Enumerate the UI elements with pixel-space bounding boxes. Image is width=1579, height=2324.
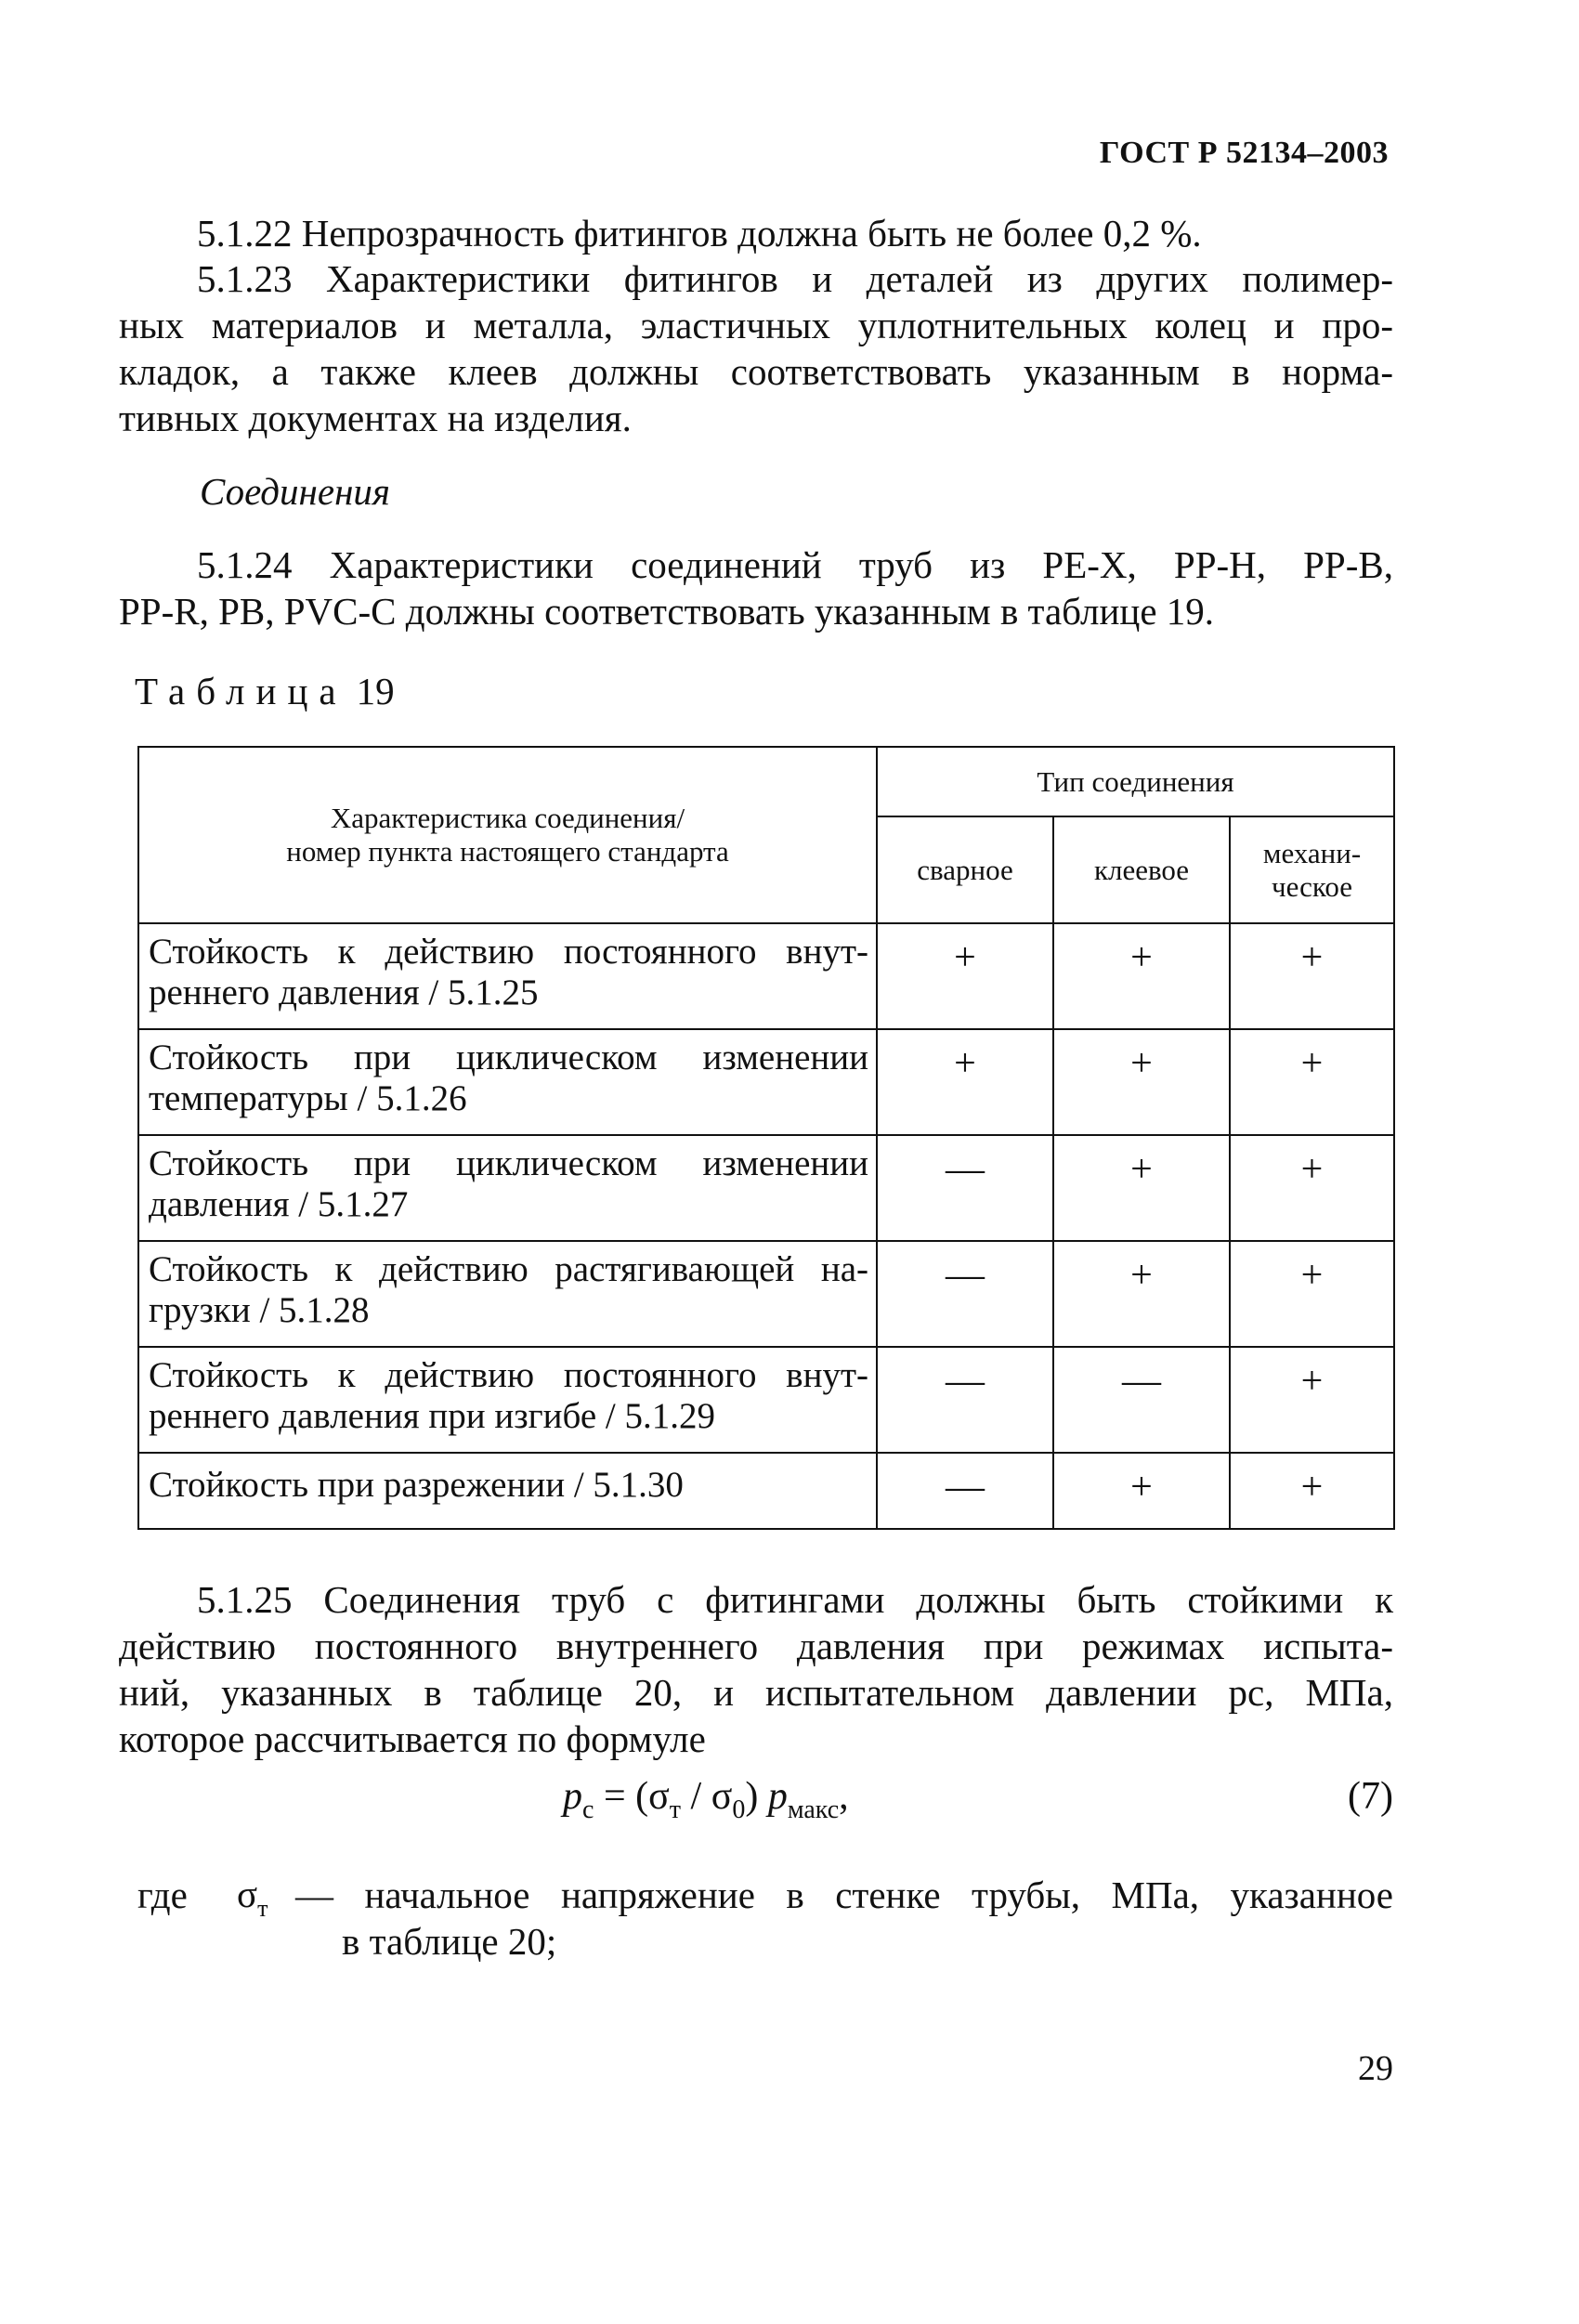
mark-cell: + xyxy=(1053,1029,1230,1135)
mark-cell: + xyxy=(1230,1135,1394,1241)
mark-cell: + xyxy=(1053,1135,1230,1241)
row-line: реннего давления при изгибе / 5.1.29 xyxy=(149,1396,716,1436)
row-description xyxy=(138,1453,877,1529)
row-line: Стойкость к действию растягивающей на- xyxy=(149,1249,868,1289)
row-description xyxy=(138,1029,877,1135)
paragraph-line: 5.1.23 Характеристики фитингов и деталей из других полимер- xyxy=(197,257,1393,300)
row-line: Стойкость при циклическом изменении xyxy=(149,1143,868,1183)
mark-cell: + xyxy=(877,1029,1053,1135)
paragraph-line: кладок, а также клеев должны соответствовать указанным в норма- xyxy=(119,350,1393,393)
header-type-glued xyxy=(1053,816,1230,923)
row-description xyxy=(138,923,877,1029)
where-line: — начальное напряжение в стенке трубы, МПа, указанное xyxy=(295,1874,1393,1916)
formula-symbol: σ xyxy=(648,1775,670,1818)
formula-subscript: т xyxy=(669,1795,682,1824)
row-description xyxy=(138,1135,877,1241)
mark-cell: + xyxy=(1230,923,1394,1029)
formula-number: (7) xyxy=(1348,1775,1393,1818)
mark-cell: — xyxy=(877,1135,1053,1241)
formula-operator: / xyxy=(681,1775,711,1818)
mark-cell: + xyxy=(1053,923,1230,1029)
table-caption-word: Таблица xyxy=(135,670,347,712)
where-word: где xyxy=(137,1874,188,1916)
formula-operator: = ( xyxy=(594,1775,649,1818)
where-symbol-char: σ xyxy=(237,1873,258,1915)
table-row xyxy=(138,1029,1394,1135)
mark-cell: + xyxy=(877,923,1053,1029)
mark-cell: + xyxy=(1230,1029,1394,1135)
paragraph-line: которое рассчитывается по формуле xyxy=(119,1717,706,1760)
row-line: Стойкость при циклическом изменении xyxy=(149,1038,868,1077)
mark-cell: + xyxy=(1230,1453,1394,1529)
paragraph-5-1-22 xyxy=(119,210,1393,256)
paragraph-line: действию постоянного внутреннего давления при режимах испыта- xyxy=(119,1625,1393,1667)
row-description xyxy=(138,1347,877,1453)
paragraph-line: 5.1.25 Соединения труб с фитингами должны быть стойкими к xyxy=(197,1578,1393,1621)
mark-cell: + xyxy=(1230,1241,1394,1347)
table-row xyxy=(138,1135,1394,1241)
header-line: механи- xyxy=(1262,836,1362,869)
formula-7 xyxy=(563,1774,849,1825)
row-line: Стойкость к действию постоянного внут- xyxy=(149,1355,868,1395)
row-line: Стойкость к действию постоянного внут- xyxy=(149,932,868,972)
mark-cell: — xyxy=(877,1453,1053,1529)
row-description xyxy=(138,1241,877,1347)
mark-cell: — xyxy=(1053,1347,1230,1453)
where-symbol-subscript: т xyxy=(257,1895,268,1922)
formula-subscript: с xyxy=(582,1795,594,1824)
header-connection-type: Тип соединения xyxy=(877,747,1394,816)
row-line: температуры / 5.1.26 xyxy=(149,1078,467,1118)
row-line: давления / 5.1.27 xyxy=(149,1184,409,1224)
mark-cell: — xyxy=(877,1241,1053,1347)
header-line: клеевое xyxy=(1093,853,1190,886)
header-line: номер пункта настоящего стандарта xyxy=(286,835,729,868)
paragraph-line: 5.1.22 Непрозрачность фитингов должна быть не более 0,2 %. xyxy=(197,212,1202,255)
formula-symbol: p xyxy=(563,1775,582,1818)
document-header: ГОСТ Р 52134–2003 xyxy=(1099,136,1389,170)
where-definition xyxy=(295,1872,1393,1965)
table-row xyxy=(138,1241,1394,1347)
formula-operator: , xyxy=(839,1775,849,1818)
mark-cell: + xyxy=(1053,1453,1230,1529)
paragraph-line: ний, указанных в таблице 20, и испытательном давлении pс, МПа, xyxy=(119,1671,1393,1714)
formula-operator: ) xyxy=(745,1775,768,1818)
header-line: сварное xyxy=(917,853,1013,886)
mark-cell: + xyxy=(1053,1241,1230,1347)
header-line: ческое xyxy=(1272,869,1353,903)
formula-symbol: p xyxy=(767,1775,788,1818)
formula-subscript: 0 xyxy=(732,1795,746,1824)
table-caption-number: 19 xyxy=(356,670,395,712)
mark-cell: — xyxy=(877,1347,1053,1453)
row-line: Стойкость при разрежении / 5.1.30 xyxy=(149,1465,684,1505)
table-19 xyxy=(137,746,1395,1530)
paragraph-line: 5.1.24 Характеристики соединений труб из PE-X, PP-H, PP-B, xyxy=(197,543,1393,586)
header-line: Характеристика соединения/ xyxy=(330,802,685,834)
table-row xyxy=(138,1453,1394,1529)
formula-subscript: макс xyxy=(787,1795,840,1824)
table-row xyxy=(138,1347,1394,1453)
table-row xyxy=(138,923,1394,1029)
paragraph-line: тивных документах на изделия. xyxy=(119,397,632,439)
page-number: 29 xyxy=(1358,2049,1393,2088)
paragraph-line: PP-R, PB, PVC-C должны соответствовать указанным в таблице 19. xyxy=(119,590,1215,633)
paragraph-5-1-25 xyxy=(119,1576,1393,1762)
header-type-welded xyxy=(877,816,1053,923)
formula-symbol: σ xyxy=(711,1775,733,1818)
header-type-mechanical xyxy=(1230,816,1394,923)
row-line: реннего давления / 5.1.25 xyxy=(149,973,539,1012)
header-characteristic xyxy=(138,747,877,923)
where-symbol xyxy=(237,1872,268,1923)
section-title: Соединения xyxy=(200,470,390,513)
paragraph-5-1-23 xyxy=(119,255,1393,441)
where-line: в таблице 20; xyxy=(342,1920,557,1963)
row-line: грузки / 5.1.28 xyxy=(149,1290,370,1330)
paragraph-5-1-24 xyxy=(119,542,1393,634)
paragraph-line: ных материалов и металла, эластичных уплотнительных колец и про- xyxy=(119,304,1393,346)
mark-cell: + xyxy=(1230,1347,1394,1453)
table-caption xyxy=(135,669,395,713)
